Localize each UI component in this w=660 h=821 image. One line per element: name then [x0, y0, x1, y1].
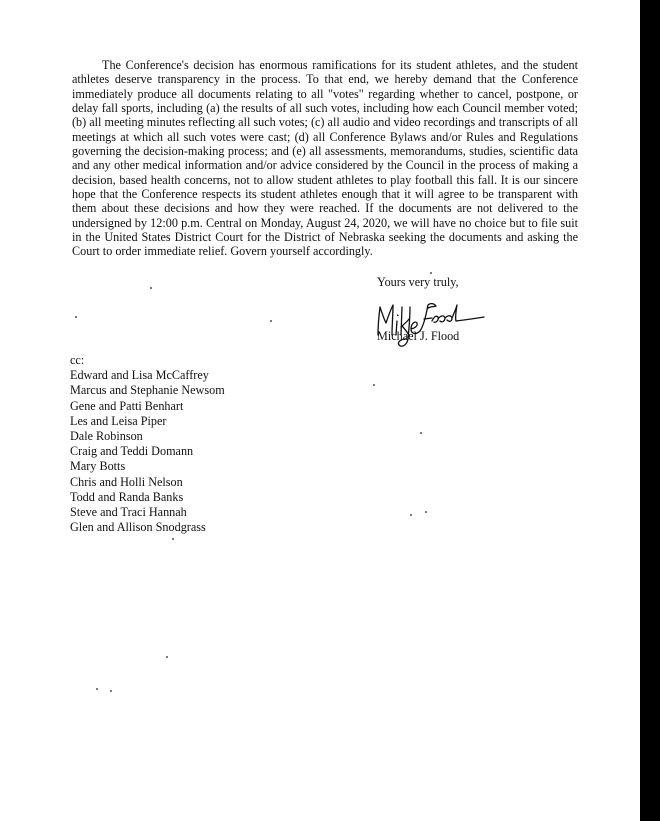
cc-label: cc:: [70, 353, 85, 367]
cc-recipient: Mary Botts: [70, 459, 126, 474]
cc-recipient: Glen and Allison Snodgrass: [70, 520, 206, 535]
cc-recipient: Steve and Traci Hannah: [70, 505, 187, 520]
cc-recipient: Les and Leisa Piper: [70, 413, 167, 428]
cc-block: [70, 353, 225, 535]
cc-recipient-list: [70, 368, 225, 535]
scan-speck: [150, 287, 152, 289]
closing-salutation: Yours very truly,: [377, 275, 459, 289]
cc-recipient: Marcus and Stephanie Newsom: [70, 383, 225, 398]
cc-recipient: Craig and Teddi Domann: [70, 444, 194, 459]
scan-speck: [110, 690, 112, 692]
cc-recipient: Todd and Randa Banks: [70, 489, 184, 504]
signer-name: Michael J. Flood: [377, 329, 460, 343]
scan-speck: [425, 511, 427, 513]
scanner-border: [640, 0, 660, 821]
signature-block: [368, 295, 528, 350]
scan-speck: [410, 514, 412, 516]
cc-recipient: Gene and Patti Benhart: [70, 398, 184, 413]
scan-speck: [420, 432, 422, 434]
scan-speck: [270, 320, 272, 322]
scan-speck: [430, 272, 432, 274]
scan-speck: [373, 384, 375, 386]
cc-recipient: Edward and Lisa McCaffrey: [70, 368, 209, 383]
body-paragraph: The Conference's decision has enormous ramifications for its student athletes, and the student athletes deserve transparency in the process. To that end, we hereby demand that the Conference immediately produce all documents relating to all "votes" regarding whether to cancel, postpone, or delay fall sports, including (a) the results of all such votes, including how each Council member voted; (b) all meeting minutes reflecting all such votes; (c) all audio and video recordings and transcripts of all meetings at which all such votes were cast; (d) all Conference Bylaws and/or Rules and Regulations governing the decision-making process; and (e) all assessments, memorandums, studies, scientific data and any other medical information and/or advice considered by the Council in the process of making a decision, based health concerns, not to allow student athletes to play football this fall. It is our sincere hope that the Conference respects its student athletes enough that it will agree to be transparent with them about these decisions and how they were reached. If the documents are not delivered to the undersigned by 12:00 p.m. Central on Monday, August 24, 2020, we will have no choice but to file suit in the United States District Court for the District of Nebraska seeking the documents and asking the Court to order immediate relief. Govern yourself accordingly.: [72, 58, 578, 259]
scan-speck: [172, 538, 174, 540]
scan-speck: [166, 656, 168, 658]
cc-recipient: Dale Robinson: [70, 429, 143, 444]
scan-speck: [96, 688, 98, 690]
cc-recipient: Chris and Holli Nelson: [70, 474, 183, 489]
scan-speck: [75, 316, 77, 318]
